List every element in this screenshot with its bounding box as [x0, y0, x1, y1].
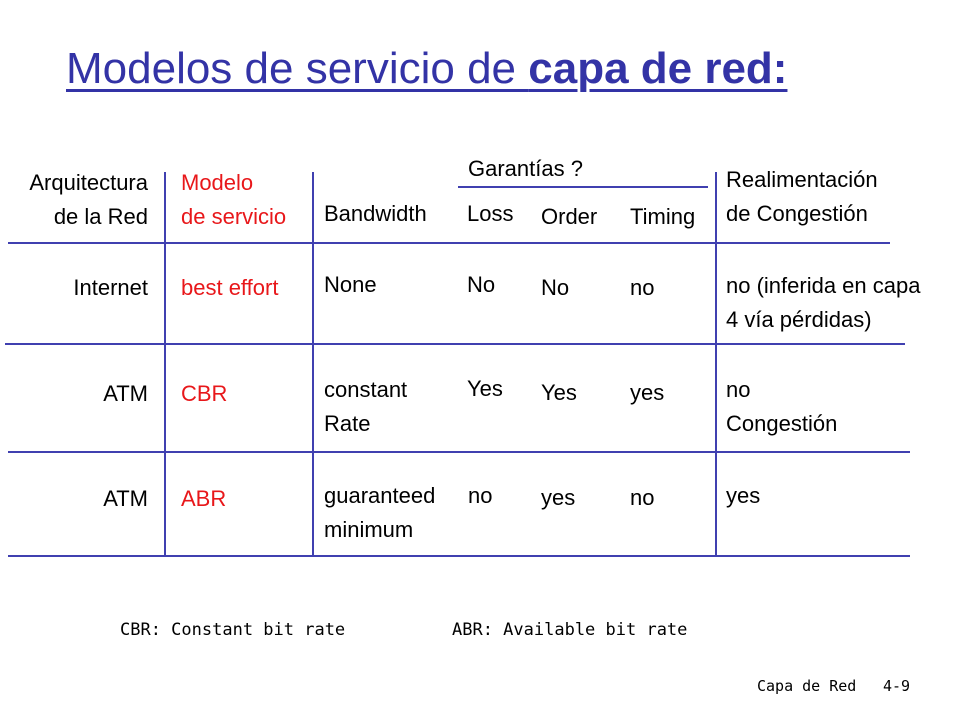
slide-title-prefix: Modelos de servicio de — [66, 44, 529, 93]
row-cbr-feedback-line1: no — [726, 377, 751, 402]
row-cbr-timing: yes — [630, 380, 665, 405]
header-architecture-line2: de la Red — [53, 204, 148, 229]
row-cbr-bandwidth-line2: Rate — [324, 411, 371, 436]
row-abr-order: yes — [541, 485, 576, 510]
column-divider-right — [715, 172, 717, 556]
row-abr-loss: no — [468, 483, 493, 508]
row-cbr-feedback-line2: Congestión — [726, 411, 838, 436]
header-service-model — [181, 166, 286, 234]
header-loss: Loss — [467, 201, 514, 226]
row-abr-bandwidth-line1: guaranteed — [324, 483, 436, 508]
row-cbr-feedback — [726, 373, 837, 441]
row-internet-timing: no — [630, 275, 655, 300]
row-abr-bandwidth — [324, 479, 435, 547]
row-cbr-order: Yes — [541, 380, 577, 405]
row-internet-arch: Internet — [73, 275, 148, 300]
header-feedback-line2: de Congestión — [726, 201, 868, 226]
row-divider-1 — [5, 343, 905, 345]
row-cbr-loss: Yes — [467, 376, 503, 401]
row-internet-feedback — [726, 269, 920, 337]
slide-title-bold: capa de red: — [528, 44, 788, 93]
table-bottom-rule — [8, 555, 910, 557]
row-divider-2 — [8, 451, 910, 453]
row-internet-feedback-line1: no (inferida en capa — [726, 273, 921, 298]
header-order: Order — [541, 204, 598, 229]
header-guarantees: Garantías ? — [468, 156, 583, 181]
header-service-model-line2: de servicio — [181, 204, 287, 229]
header-divider — [8, 242, 890, 244]
column-divider-middle — [312, 172, 314, 556]
row-abr-timing: no — [630, 485, 655, 510]
header-feedback — [726, 163, 878, 231]
guarantees-rule — [458, 186, 708, 188]
row-internet-loss: No — [467, 272, 496, 297]
row-cbr-arch: ATM — [103, 381, 148, 406]
row-internet-order: No — [541, 275, 570, 300]
header-service-model-line1: Modelo — [181, 170, 254, 195]
footer-page-number: 4-9 — [883, 677, 911, 695]
row-cbr-bandwidth-line1: constant — [324, 377, 408, 402]
slide-title — [66, 44, 787, 94]
header-architecture — [0, 166, 148, 234]
header-bandwidth: Bandwidth — [324, 201, 427, 226]
row-cbr-model: CBR — [181, 381, 228, 406]
row-abr-arch: ATM — [103, 486, 148, 511]
footnote-cbr: CBR: Constant bit rate — [120, 620, 346, 640]
column-divider-left — [164, 172, 166, 556]
footnote-abr: ABR: Available bit rate — [452, 620, 688, 640]
row-internet-feedback-line2: 4 vía pérdidas) — [726, 307, 872, 332]
row-abr-feedback: yes — [726, 483, 761, 508]
row-internet-model: best effort — [181, 275, 279, 300]
header-feedback-line1: Realimentación — [726, 167, 878, 192]
row-abr-bandwidth-line2: minimum — [324, 517, 414, 542]
row-internet-bandwidth: None — [324, 272, 377, 297]
row-abr-model: ABR — [181, 486, 227, 511]
footer-section: Capa de Red — [757, 677, 857, 695]
header-architecture-line1: Arquitectura — [29, 170, 148, 195]
header-timing: Timing — [630, 204, 696, 229]
row-cbr-bandwidth — [324, 373, 407, 441]
